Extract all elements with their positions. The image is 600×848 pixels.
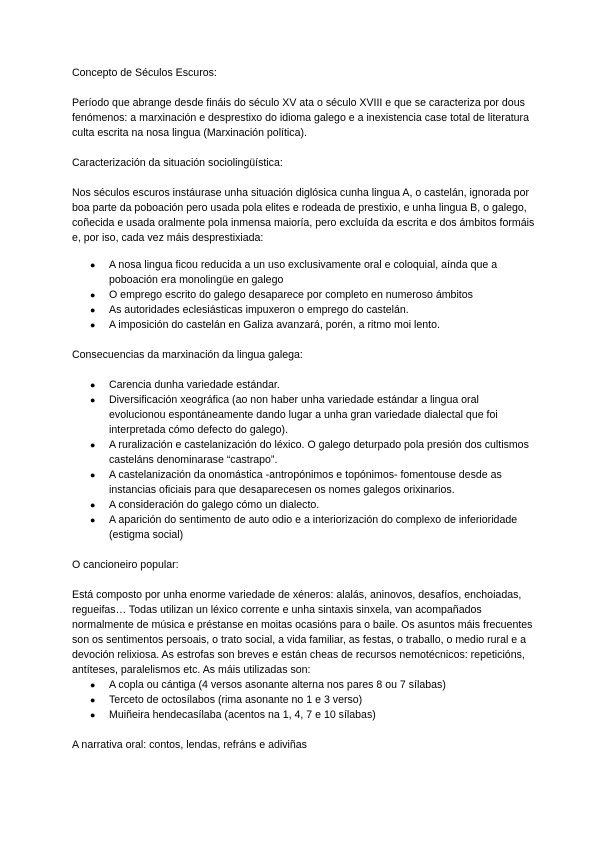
list-item [72,693,538,708]
list-item [72,438,538,468]
list-item [72,678,538,693]
list-item-text: A nosa lingua ficou reducida a un uso exclusivamente oral e coloquial, aínda que a poboación era monolingüe en galego [109,259,498,286]
list-caracterizacion [72,258,538,333]
paragraph-concepto: Período que abrange desde fináis do século XV ata o século XVIII e que se caracteriza por dous fenómenos: a marxinación e desprestixo do idioma galego e a inexistencia case total de literatura culta escrita na nosa lingua (Marxinación política). [72,97,529,139]
bullet-icon: ● [90,290,96,300]
list-item-text: Diversificación xeográfica (ao non haber unha variedade estándar a lingua oral evolucionou espontáneamente dando lugar a unha gran variedade dialectal que foi interpretada cómo defecto do galego). [109,394,498,436]
list-item [72,708,538,723]
list-item [72,378,538,393]
list-item-text: A imposición do castelán en Galiza avanzará, porén, a ritmo moi lento. [109,319,440,331]
list-item-text: A copla ou cántiga (4 versos asonante alterna nos pares 8 ou 7 sílabas) [109,679,446,691]
paragraph-cancioneiro: Está composto por unha enorme variedade de xéneros: alalás, aninovos, desafíos, enchoiadas, regueifas… Todas utilizan un léxico corrente e unha sintaxis sinxela, van acompañados normalmente de música e préstanse en moitas ocasións para o baile. Os asuntos máis frecuentes son os sentimentos persoais, o trato social, a vida familiar, as festas, o traballo, o medio rural e a devoción relixiosa. As estrofas son breves e están cheas de recursos nemotécnicos: repeticións, antíteses, paralelismos etc. As máis utilizadas son: [72,589,533,676]
bullet-icon: ● [90,380,96,390]
list-item [72,498,538,513]
list-item-text: Muiñeira hendecasílaba (acentos na 1, 4, 7 e 10 sílabas) [109,709,376,721]
list-item-text: A aparición do sentimento de auto odio e a interiorización do complexo de inferioridade (estigma social) [109,514,518,541]
bullet-icon: ● [90,500,96,510]
list-cancioneiro [72,678,538,723]
document-body [72,66,538,753]
heading-concepto: Concepto de Séculos Escuros: [72,67,217,79]
bullet-icon: ● [90,695,96,705]
bullet-icon: ● [90,470,96,480]
list-item-text: As autoridades eclesiásticas impuxeron o emprego do castelán. [109,304,409,316]
bullet-icon: ● [90,320,96,330]
list-consecuencias [72,378,538,543]
bullet-icon: ● [90,680,96,690]
list-item [72,258,538,288]
list-item [72,513,538,543]
heading-cancioneiro: O cancioneiro popular: [72,559,179,571]
list-item [72,318,538,333]
bullet-icon: ● [90,395,96,405]
heading-caracterizacion: Caracterización da situación sociolingüística: [72,157,283,169]
bullet-icon: ● [90,260,96,270]
list-item [72,468,538,498]
list-item-text: A castelanización da onomástica -antropónimos e topónimos- fomentouse desde as instancias oficiais para que desaparecesen os nomes galegos orixinarios. [109,469,502,496]
bullet-icon: ● [90,440,96,450]
heading-consecuencias: Consecuencias da marxinación da lingua galega: [72,349,303,361]
list-item [72,303,538,318]
list-item-text: A consideración do galego cómo un dialecto. [109,499,320,511]
heading-narrativa: A narrativa oral: contos, lendas, refráns e adiviñas [72,739,307,751]
list-item-text: O emprego escrito do galego desaparece por completo en numeroso ámbitos [109,289,473,301]
bullet-icon: ● [90,305,96,315]
bullet-icon: ● [90,710,96,720]
list-item [72,393,538,438]
list-item [72,288,538,303]
paragraph-caracterizacion: Nos séculos escuros instáurase unha situación diglósica cunha lingua A, o castelán, ignorada por boa parte da poboación pero usada pola elites e rodeada de prestixio, e unha lingua B, o galego, coñecida e usada oralmente pola inmensa maioría, pero excluída da escrita e dos ámbitos formáis e, por iso, cada vez máis desprestixiada: [72,187,535,244]
bullet-icon: ● [90,515,96,525]
list-item-text: Carencia dunha variedade estándar. [109,379,280,391]
list-item-text: A ruralización e castelanización do léxico. O galego deturpado pola presión dos cultismos casteláns denominarase “castrapo”. [109,439,529,466]
list-item-text: Terceto de octosílabos (rima asonante no 1 e 3 verso) [109,694,363,706]
